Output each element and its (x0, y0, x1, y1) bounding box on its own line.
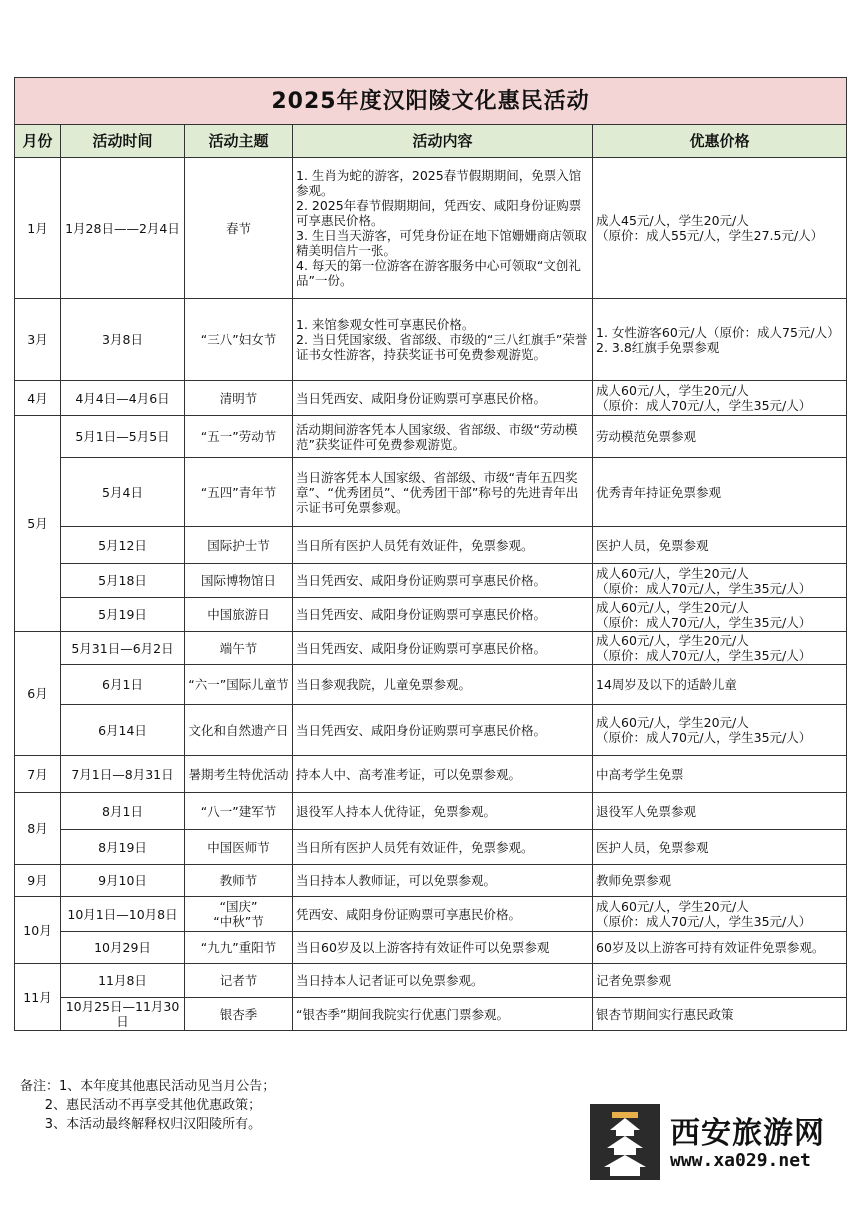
theme-cell: 国际博物馆日 (185, 564, 293, 598)
activity-sheet (14, 77, 846, 1031)
content-cell: 当日所有医护人员凭有效证件，免票参观。 (293, 527, 593, 564)
date-cell: 5月4日 (61, 458, 185, 527)
content-cell: 当日凭西安、咸阳身份证购票可享惠民价格。 (293, 632, 593, 665)
month-cell: 8月 (15, 793, 61, 865)
theme-cell: 春节 (185, 158, 293, 299)
date-cell: 5月19日 (61, 598, 185, 632)
footnotes (20, 1077, 275, 1134)
footnote-3: 3、本活动最终解释权归汉阳陵所有。 (20, 1117, 262, 1132)
content-cell: 当日凭西安、咸阳身份证购票可享惠民价格。 (293, 564, 593, 598)
theme-cell: “三八”妇女节 (185, 299, 293, 381)
header-price: 优惠价格 (593, 125, 847, 158)
content-cell: 当日持本人教师证，可以免票参观。 (293, 865, 593, 897)
pagoda-icon (590, 1104, 660, 1180)
content-cell: 当日凭西安、咸阳身份证购票可享惠民价格。 (293, 381, 593, 416)
date-cell: 10月25日—11月30日 (61, 998, 185, 1031)
month-cell: 10月 (15, 897, 61, 964)
theme-cell: 教师节 (185, 865, 293, 897)
date-cell: 8月19日 (61, 830, 185, 865)
date-cell: 7月1日—8月31日 (61, 756, 185, 793)
price-cell: 成人60元/人，学生20元/人 （原价：成人70元/人，学生35元/人） (593, 598, 847, 632)
price-cell: 60岁及以上游客可持有效证件免票参观。 (593, 932, 847, 964)
price-cell: 成人60元/人，学生20元/人 （原价：成人70元/人，学生35元/人） (593, 705, 847, 756)
table-row (15, 458, 847, 527)
price-cell: 成人60元/人，学生20元/人 （原价：成人70元/人，学生35元/人） (593, 564, 847, 598)
content-cell: 持本人中、高考准考证，可以免票参观。 (293, 756, 593, 793)
date-cell: 8月1日 (61, 793, 185, 830)
content-cell: 当日凭西安、咸阳身份证购票可享惠民价格。 (293, 705, 593, 756)
content-cell: 当日凭西安、咸阳身份证购票可享惠民价格。 (293, 598, 593, 632)
watermark-name: 西安旅游网 (670, 1116, 825, 1151)
content-cell: 活动期间游客凭本人国家级、省部级、市级“劳动模范”获奖证件可免费参观游览。 (293, 416, 593, 458)
table-row (15, 381, 847, 416)
date-cell: 3月8日 (61, 299, 185, 381)
table-row (15, 564, 847, 598)
month-cell: 4月 (15, 381, 61, 416)
theme-cell: “国庆” “中秋”节 (185, 897, 293, 932)
table-row (15, 998, 847, 1031)
theme-cell: “六一”国际儿童节 (185, 665, 293, 705)
price-cell: 优秀青年持证免票参观 (593, 458, 847, 527)
content-cell: 退役军人持本人优待证，免票参观。 (293, 793, 593, 830)
date-cell: 5月31日—6月2日 (61, 632, 185, 665)
price-cell: 1. 女性游客60元/人（原价：成人75元/人） 2. 3.8红旗手免票参观 (593, 299, 847, 381)
theme-cell: 国际护士节 (185, 527, 293, 564)
month-cell: 3月 (15, 299, 61, 381)
date-cell: 5月1日—5月5日 (61, 416, 185, 458)
content-cell: 凭西安、咸阳身份证购票可享惠民价格。 (293, 897, 593, 932)
footnote-1: 备注：1、本年度其他惠民活动见当月公告； (20, 1079, 276, 1094)
content-cell: 当日游客凭本人国家级、省部级、市级“青年五四奖章”、“优秀团员”、“优秀团干部”称号的先进青年出示证书可免票参观。 (293, 458, 593, 527)
date-cell: 9月10日 (61, 865, 185, 897)
table-row (15, 416, 847, 458)
table-row (15, 598, 847, 632)
header-month: 月份 (15, 125, 61, 158)
date-cell: 5月18日 (61, 564, 185, 598)
theme-cell: 文化和自然遗产日 (185, 705, 293, 756)
month-cell: 11月 (15, 964, 61, 1031)
content-cell: 1. 来馆参观女性可享惠民价格。 2. 当日凭国家级、省部级、市级的“三八红旗手”荣誉证书女性游客，持获奖证书可免费参观游览。 (293, 299, 593, 381)
header-theme: 活动主题 (185, 125, 293, 158)
header-content: 活动内容 (293, 125, 593, 158)
content-cell: 1. 生肖为蛇的游客，2025春节假期期间，免票入馆参观。 2. 2025年春节假期期间，凭西安、咸阳身份证购票可享惠民价格。 3. 生日当天游客，可凭身份证在地下馆姗姗商店领取精美明信片一张。 4. 每天的第一位游客在游客服务中心可领取“文创礼品”一份。 (293, 158, 593, 299)
table-row (15, 964, 847, 998)
content-cell: 当日所有医护人员凭有效证件，免票参观。 (293, 830, 593, 865)
price-cell: 医护人员，免票参观 (593, 527, 847, 564)
price-cell: 劳动模范免票参观 (593, 416, 847, 458)
content-cell: 当日60岁及以上游客持有效证件可以免票参观 (293, 932, 593, 964)
price-cell: 成人60元/人，学生20元/人 （原价：成人70元/人，学生35元/人） (593, 632, 847, 665)
table-row (15, 527, 847, 564)
watermark-url: www.xa029.net (670, 1150, 811, 1171)
price-cell: 医护人员，免票参观 (593, 830, 847, 865)
price-cell: 14周岁及以下的适龄儿童 (593, 665, 847, 705)
table-title: 2025年度汉阳陵文化惠民活动 (15, 78, 847, 125)
watermark-logo (590, 1104, 836, 1180)
price-cell: 成人60元/人，学生20元/人 （原价：成人70元/人，学生35元/人） (593, 381, 847, 416)
date-cell: 11月8日 (61, 964, 185, 998)
table-row (15, 756, 847, 793)
theme-cell: 中国旅游日 (185, 598, 293, 632)
theme-cell: “八一”建军节 (185, 793, 293, 830)
theme-cell: 银杏季 (185, 998, 293, 1031)
month-cell: 5月 (15, 416, 61, 632)
theme-cell: “五四”青年节 (185, 458, 293, 527)
date-cell: 6月1日 (61, 665, 185, 705)
date-cell: 1月28日——2月4日 (61, 158, 185, 299)
header-date: 活动时间 (61, 125, 185, 158)
date-cell: 6月14日 (61, 705, 185, 756)
date-cell: 10月1日—10月8日 (61, 897, 185, 932)
date-cell: 5月12日 (61, 527, 185, 564)
table-row (15, 158, 847, 299)
theme-cell: 端午节 (185, 632, 293, 665)
footnote-2: 2、惠民活动不再享受其他优惠政策； (20, 1098, 262, 1113)
table-row (15, 865, 847, 897)
theme-cell: 中国医师节 (185, 830, 293, 865)
date-cell: 10月29日 (61, 932, 185, 964)
theme-cell: 记者节 (185, 964, 293, 998)
month-cell: 9月 (15, 865, 61, 897)
table-row (15, 793, 847, 830)
theme-cell: “九九”重阳节 (185, 932, 293, 964)
month-cell: 1月 (15, 158, 61, 299)
price-cell: 记者免票参观 (593, 964, 847, 998)
content-cell: 当日持本人记者证可以免票参观。 (293, 964, 593, 998)
price-cell: 成人45元/人，学生20元/人 （原价：成人55元/人，学生27.5元/人） (593, 158, 847, 299)
theme-cell: 清明节 (185, 381, 293, 416)
table-row (15, 632, 847, 665)
activity-table (14, 77, 847, 1031)
content-cell: 当日参观我院，儿童免票参观。 (293, 665, 593, 705)
theme-cell: “五一”劳动节 (185, 416, 293, 458)
price-cell: 教师免票参观 (593, 865, 847, 897)
price-cell: 退役军人免票参观 (593, 793, 847, 830)
price-cell: 成人60元/人，学生20元/人 （原价：成人70元/人，学生35元/人） (593, 897, 847, 932)
month-cell: 6月 (15, 632, 61, 756)
month-cell: 7月 (15, 756, 61, 793)
table-row (15, 830, 847, 865)
table-row (15, 705, 847, 756)
theme-cell: 暑期考生特优活动 (185, 756, 293, 793)
content-cell: “银杏季”期间我院实行优惠门票参观。 (293, 998, 593, 1031)
table-row (15, 299, 847, 381)
table-row (15, 897, 847, 932)
price-cell: 中高考学生免票 (593, 756, 847, 793)
price-cell: 银杏节期间实行惠民政策 (593, 998, 847, 1031)
table-row (15, 932, 847, 964)
table-row (15, 665, 847, 705)
date-cell: 4月4日—4月6日 (61, 381, 185, 416)
